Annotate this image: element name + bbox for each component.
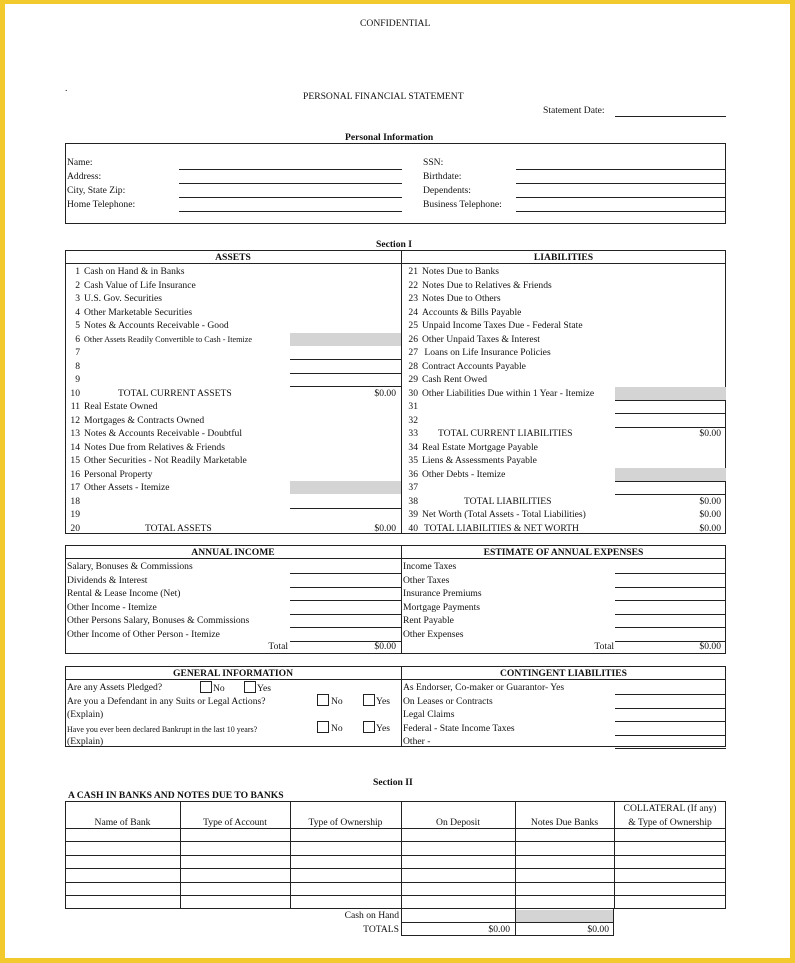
asset-row-14 <box>67 441 401 454</box>
liability-row-number: 31 <box>408 401 418 412</box>
asset-row-8 <box>67 360 401 373</box>
liability-row-29 <box>405 373 725 386</box>
liability-row-33 <box>405 427 645 440</box>
asset-row-number: 1 <box>75 266 80 277</box>
asset-row-label: Other Assets - Itemize <box>84 482 170 493</box>
name-field[interactable] <box>179 169 402 170</box>
asset-row-label: Cash Value of Life Insurance <box>84 279 196 291</box>
asset-value-10: $0.00 <box>374 387 396 399</box>
asset-row-number: 4 <box>75 306 80 318</box>
income-total-value: $0.00 <box>374 641 396 652</box>
asset-row-16 <box>67 468 401 481</box>
expense-row-label: Other Expenses <box>403 628 464 640</box>
liability-row-label: Accounts & Bills Payable <box>422 306 522 318</box>
cash-in-banks-heading: A CASH IN BANKS AND NOTES DUE TO BANKS <box>68 790 284 801</box>
income-row-field[interactable] <box>290 600 401 601</box>
contingent-liabilities-heading: CONTINGENT LIABILITIES <box>500 668 627 679</box>
liabilities-heading: LIABILITIES <box>533 252 594 263</box>
liability-row-label: Liens & Assessments Payable <box>422 455 537 466</box>
contingent-row-label: As Endorser, Co-maker or Guarantor- Yes <box>403 682 565 693</box>
liability-value-33: $0.00 <box>699 428 721 439</box>
liability-row-32 <box>405 414 725 427</box>
shaded-cell <box>290 333 401 346</box>
liability-row-23 <box>405 292 725 305</box>
asset-row-label: Notes & Accounts Receivable - Good <box>84 320 229 331</box>
liability-entry-line-31[interactable] <box>615 413 726 414</box>
liability-row-number: 39 <box>408 509 418 520</box>
contingent-row-label: Federal - State Income Taxes <box>403 722 515 734</box>
liability-row-label: Real Estate Mortgage Payable <box>422 441 538 453</box>
asset-row-label: Other Securities - Not Readily Marketable <box>84 455 247 466</box>
liability-row-label: TOTAL CURRENT LIABILITIES <box>438 428 573 439</box>
liability-row-number: 35 <box>408 455 418 466</box>
section-1-heading: Section I <box>376 239 412 250</box>
asset-row-label: Other Assets Readily Convertible to Cash - Itemize <box>84 334 253 344</box>
income-row-label: Other Income of Other Person - Itemize <box>67 628 220 640</box>
liability-row-label: Unpaid Income Taxes Due - Federal State <box>422 320 583 331</box>
liability-row-number: 21 <box>408 266 418 277</box>
asset-row-12 <box>67 414 401 427</box>
shaded-cell <box>290 481 401 494</box>
ssn-field[interactable] <box>516 169 726 170</box>
birthdate-label: Birthdate: <box>423 171 462 182</box>
defendant-yes-label: Yes <box>376 696 390 707</box>
liability-row-label: Cash Rent Owed <box>422 374 488 385</box>
liability-row-label: Other Liabilities Due within 1 Year - Itemize <box>422 387 595 399</box>
home-telephone-field[interactable] <box>179 211 402 212</box>
bankrupt-explain-label: (Explain) <box>67 736 104 747</box>
asset-row-label: Notes & Accounts Receivable - Doubtful <box>84 428 242 439</box>
annual-expenses-heading: ESTIMATE OF ANNUAL EXPENSES <box>483 547 644 558</box>
liability-row-28 <box>405 360 725 373</box>
asset-entry-line-7[interactable] <box>290 359 401 360</box>
col-type-of-account: Type of Account <box>203 817 267 828</box>
section-2-heading: Section II <box>373 777 413 788</box>
asset-row-3 <box>67 292 401 305</box>
assets-pledged-question: Are any Assets Pledged? <box>67 682 163 693</box>
liability-row-number: 25 <box>408 320 418 331</box>
asset-row-number: 16 <box>70 468 80 480</box>
assets-pledged-yes-label: Yes <box>257 683 271 694</box>
liability-row-31 <box>405 400 725 413</box>
asset-row-number: 3 <box>75 293 80 304</box>
notes-due-total: $0.00 <box>587 924 609 935</box>
liability-row-number: 24 <box>408 306 418 318</box>
business-telephone-label: Business Telephone: <box>423 199 502 210</box>
liability-row-number: 22 <box>408 279 418 291</box>
col-collateral: COLLATERAL (If any) <box>623 803 717 814</box>
liability-row-35 <box>405 454 725 467</box>
bankrupt-yes-checkbox[interactable] <box>363 721 375 733</box>
liability-row-label: Notes Due to Relatives & Friends <box>422 279 552 291</box>
liability-row-label: Contract Accounts Payable <box>422 360 526 372</box>
liability-row-label: TOTAL LIABILITIES <box>464 495 552 507</box>
liability-row-25 <box>405 319 725 332</box>
annual-income-heading: ANNUAL INCOME <box>191 547 275 558</box>
asset-row-number: 9 <box>75 374 80 385</box>
asset-row-number: 14 <box>70 441 80 453</box>
contingent-row-field[interactable] <box>615 721 726 722</box>
liability-row-number: 40 <box>408 522 418 534</box>
asset-row-15 <box>67 454 401 467</box>
liability-row-22 <box>405 279 725 292</box>
income-row-label: Rental & Lease Income (Net) <box>67 588 181 599</box>
asset-row-1 <box>67 265 401 278</box>
liability-row-label: Notes Due to Others <box>422 293 501 304</box>
contingent-row-field[interactable] <box>615 694 726 695</box>
asset-row-number: 2 <box>75 279 80 291</box>
asset-row-number: 12 <box>70 414 80 426</box>
asset-entry-line-9[interactable] <box>290 386 401 387</box>
asset-row-10 <box>67 387 337 400</box>
stray-dot: . <box>65 83 68 94</box>
liability-entry-line-30[interactable] <box>615 400 726 401</box>
liability-row-label: Notes Due to Banks <box>422 266 500 277</box>
defendant-no-label: No <box>331 696 343 707</box>
city-state-zip-label: City, State Zip: <box>67 185 126 196</box>
income-total-label: Total <box>268 641 288 652</box>
liability-row-21 <box>405 265 725 278</box>
asset-row-19 <box>67 508 401 521</box>
liability-row-27 <box>405 346 725 359</box>
form-page <box>5 4 790 958</box>
col-collateral-ownership: & Type of Ownership <box>628 817 712 828</box>
liability-row-number: 29 <box>408 374 418 385</box>
asset-row-number: 7 <box>75 347 80 358</box>
asset-row-number: 20 <box>70 522 80 534</box>
asset-row-label: Cash on Hand & in Banks <box>84 266 185 277</box>
asset-row-number: 19 <box>70 509 80 520</box>
liability-entry-line-32[interactable] <box>615 427 726 428</box>
liability-row-34 <box>405 441 725 454</box>
asset-row-20 <box>67 522 337 535</box>
liability-row-number: 30 <box>408 387 418 399</box>
liability-row-number: 33 <box>408 428 418 439</box>
asset-row-9 <box>67 373 401 386</box>
dependents-label: Dependents: <box>423 185 471 196</box>
liability-row-37 <box>405 481 725 494</box>
personal-info-heading: Personal Information <box>345 132 434 143</box>
bankrupt-yes-label: Yes <box>376 723 390 734</box>
liability-row-label: Net Worth (Total Assets - Total Liabilities) <box>422 509 586 520</box>
income-row-field[interactable] <box>290 587 401 588</box>
asset-row-label: TOTAL CURRENT ASSETS <box>118 387 232 399</box>
col-notes-due-banks: Notes Due Banks <box>530 817 599 828</box>
asset-row-number: 18 <box>70 495 80 507</box>
assets-pledged-no-label: No <box>213 683 225 694</box>
expenses-total-value: $0.00 <box>699 641 721 652</box>
defendant-yes-checkbox[interactable] <box>363 694 375 706</box>
contingent-row-field[interactable] <box>615 708 726 709</box>
contingent-row-label: On Leases or Contracts <box>403 695 493 707</box>
asset-row-2 <box>67 279 401 292</box>
asset-row-number: 13 <box>70 428 80 439</box>
expense-row-field[interactable] <box>615 573 726 574</box>
asset-row-13 <box>67 427 401 440</box>
expense-row-label: Other Taxes <box>403 574 450 586</box>
liability-row-26 <box>405 333 725 346</box>
address-label: Address: <box>67 171 102 182</box>
assets-pledged-yes-checkbox[interactable] <box>244 681 256 693</box>
expense-row-field[interactable] <box>615 627 726 628</box>
asset-row-4 <box>67 306 401 319</box>
liability-row-number: 23 <box>408 293 418 304</box>
on-deposit-total: $0.00 <box>488 924 510 935</box>
assets-heading: ASSETS <box>215 252 251 263</box>
income-row-label: Other Persons Salary, Bonuses & Commissions <box>67 615 250 626</box>
bankrupt-no-checkbox[interactable] <box>317 721 329 733</box>
contingent-row-label: Other - <box>403 736 431 747</box>
city-state-zip-field[interactable] <box>179 197 402 198</box>
liability-entry-line-36[interactable] <box>615 481 726 482</box>
liability-row-number: 32 <box>408 414 418 426</box>
asset-row-label: Other Marketable Securities <box>84 306 193 318</box>
liability-row-40 <box>405 522 645 535</box>
home-telephone-label: Home Telephone: <box>67 199 136 210</box>
liability-row-label: Other Unpaid Taxes & Interest <box>422 333 540 345</box>
liability-row-number: 28 <box>408 360 418 372</box>
asset-row-number: 15 <box>70 455 80 466</box>
defendant-question: Are you a Defendant in any Suits or Legal Actions? <box>67 696 266 707</box>
income-row-label: Salary, Bonuses & Commissions <box>67 561 193 572</box>
general-info-heading: GENERAL INFORMATION <box>172 668 294 679</box>
asset-row-label: U.S. Gov. Securities <box>84 293 162 304</box>
expense-row-label: Insurance Premiums <box>403 588 482 599</box>
statement-date-field[interactable] <box>615 116 726 117</box>
dependents-field[interactable] <box>516 197 726 198</box>
liability-row-number: 34 <box>408 441 418 453</box>
liability-value-39: $0.00 <box>699 509 721 520</box>
asset-row-label: Personal Property <box>84 468 153 480</box>
col-on-deposit: On Deposit <box>436 817 480 828</box>
totals-label: TOTALS <box>363 924 399 935</box>
col-name-of-bank: Name of Bank <box>94 817 151 828</box>
liability-row-label: TOTAL LIABILITIES & NET WORTH <box>424 522 579 534</box>
asset-row-number: 5 <box>75 320 80 331</box>
liability-value-40: $0.00 <box>699 522 721 534</box>
income-row-label: Other Income - Itemize <box>67 601 157 613</box>
asset-entry-line-8[interactable] <box>290 373 401 374</box>
asset-entry-line-18[interactable] <box>290 508 401 509</box>
income-row-field[interactable] <box>290 573 401 574</box>
assets-pledged-no-checkbox[interactable] <box>200 681 212 693</box>
liability-row-number: 27 <box>408 347 418 358</box>
asset-row-label: TOTAL ASSETS <box>145 522 212 534</box>
address-field[interactable] <box>179 183 402 184</box>
asset-row-number: 8 <box>75 360 80 372</box>
name-label: Name: <box>67 157 93 168</box>
asset-row-number: 10 <box>70 387 80 399</box>
business-telephone-field[interactable] <box>516 211 726 212</box>
liability-row-label: Loans on Life Insurance Policies <box>422 347 551 358</box>
birthdate-field[interactable] <box>516 183 726 184</box>
liability-value-38: $0.00 <box>699 495 721 507</box>
asset-row-number: 6 <box>75 333 80 345</box>
shaded-cell <box>615 387 726 400</box>
income-row-label: Dividends & Interest <box>67 574 148 586</box>
expenses-total-label: Total <box>594 641 614 652</box>
bankrupt-question: Have you ever been declared Bankrupt in the last 10 years? <box>67 725 258 734</box>
expense-row-label: Rent Payable <box>403 615 454 626</box>
liability-row-number: 38 <box>408 495 418 507</box>
liability-row-number: 36 <box>408 468 418 480</box>
page-title: PERSONAL FINANCIAL STATEMENT <box>303 91 464 102</box>
income-row-field[interactable] <box>290 627 401 628</box>
asset-value-20: $0.00 <box>374 522 396 534</box>
confidential-label: CONFIDENTIAL <box>360 18 431 29</box>
liability-row-number: 26 <box>408 333 418 345</box>
expense-row-label: Mortgage Payments <box>403 601 481 613</box>
income-row-field[interactable] <box>290 614 401 615</box>
liability-row-number: 37 <box>408 482 418 493</box>
asset-row-18 <box>67 495 401 508</box>
cash-on-hand-label: Cash on Hand <box>344 910 399 921</box>
liability-row-38 <box>405 495 645 508</box>
expense-row-label: Income Taxes <box>403 561 457 572</box>
asset-row-label: Real Estate Owned <box>84 401 158 412</box>
liability-row-label: Other Debts - Itemize <box>422 468 506 480</box>
statement-date-label: Statement Date: <box>543 105 605 116</box>
ssn-label: SSN: <box>423 157 444 168</box>
liability-row-39 <box>405 508 645 521</box>
asset-row-11 <box>67 400 401 413</box>
col-type-of-ownership: Type of Ownership <box>308 817 383 828</box>
expense-row-field[interactable] <box>615 587 726 588</box>
liability-row-24 <box>405 306 725 319</box>
contingent-row-field[interactable] <box>615 748 726 749</box>
contingent-row-field[interactable] <box>615 735 726 736</box>
defendant-explain-label: (Explain) <box>67 709 104 720</box>
asset-row-label: Notes Due from Relatives & Friends <box>84 441 225 453</box>
liability-entry-line-37[interactable] <box>615 494 726 495</box>
asset-row-5 <box>67 319 401 332</box>
expense-row-field[interactable] <box>615 614 726 615</box>
contingent-row-label: Legal Claims <box>403 709 455 720</box>
expense-row-field[interactable] <box>615 600 726 601</box>
asset-row-number: 17 <box>70 482 80 493</box>
asset-row-number: 11 <box>70 401 80 412</box>
asset-row-label: Mortgages & Contracts Owned <box>84 414 205 426</box>
asset-row-7 <box>67 346 401 359</box>
defendant-no-checkbox[interactable] <box>317 694 329 706</box>
bankrupt-no-label: No <box>331 723 343 734</box>
shaded-cell <box>615 468 726 481</box>
